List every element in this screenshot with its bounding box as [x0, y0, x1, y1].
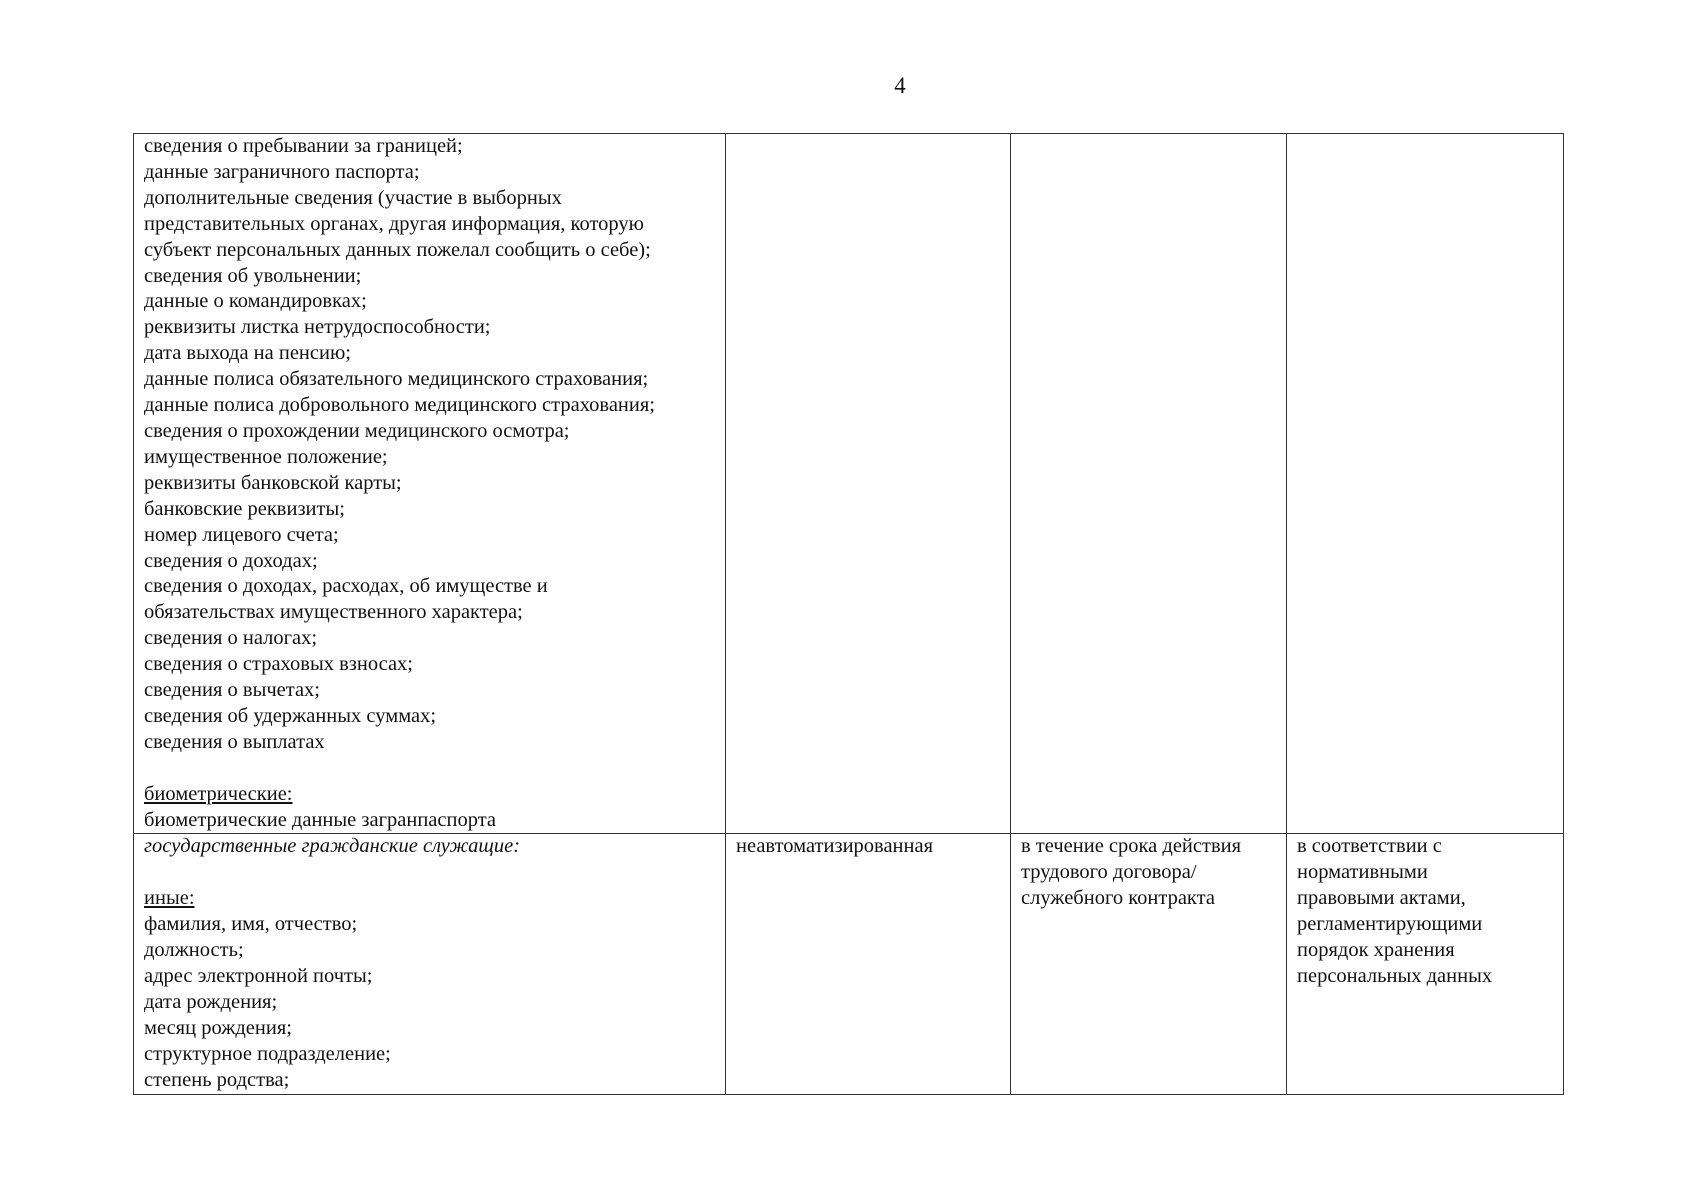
table-row	[134, 834, 1564, 1094]
list-item: реквизиты листка нетрудоспособности;	[144, 316, 491, 339]
processing-method-cell	[726, 134, 1011, 834]
storage-order-line: порядок хранения	[1297, 939, 1455, 962]
list-item: обязательствах имущественного характера;	[144, 601, 523, 624]
list-item: дата рождения;	[144, 990, 278, 1013]
personal-data-list-cell	[134, 834, 726, 1094]
list-item: месяц рождения;	[144, 1016, 292, 1039]
storage-order-line: правовыми актами,	[1297, 887, 1466, 910]
storage-order-cell	[1287, 834, 1564, 1094]
list-item: сведения о пребывании за границей;	[144, 135, 463, 157]
list-item: степень родства;	[144, 1068, 290, 1091]
list-item: сведения о страховых взносах;	[144, 653, 413, 676]
storage-order-line: регламентирующими	[1297, 913, 1483, 936]
list-item: представительных органах, другая информация, которую	[144, 212, 644, 235]
storage-period-cell	[1011, 134, 1287, 834]
storage-order-line: персональных данных	[1297, 964, 1493, 987]
list-item: сведения о налогах;	[144, 627, 318, 650]
list-item: сведения о доходах;	[144, 549, 318, 572]
biometric-heading: биометрические:	[144, 782, 293, 805]
personal-data-table	[133, 133, 1564, 1095]
list-item: сведения о прохождении медицинского осмотра;	[144, 419, 570, 442]
list-item: адрес электронной почты;	[144, 964, 373, 987]
list-item: должность;	[144, 939, 244, 962]
list-item: данные о командировках;	[144, 290, 367, 313]
blank-line	[144, 756, 715, 782]
storage-period-line: трудового договора/	[1021, 861, 1197, 884]
list-item: имущественное положение;	[144, 445, 388, 468]
storage-order-line: нормативными	[1297, 861, 1428, 884]
personal-data-list	[144, 134, 715, 756]
list-item: данные полиса добровольного медицинского страхования;	[144, 394, 655, 417]
list-item: сведения об увольнении;	[144, 264, 362, 287]
subject-category: государственные гражданские служащие:	[144, 835, 521, 858]
list-item: дата выхода на пенсию;	[144, 342, 351, 365]
list-item: фамилия, имя, отчество;	[144, 913, 358, 936]
list-item: данные полиса обязательного медицинского страхования;	[144, 368, 649, 391]
table-row	[134, 134, 1564, 834]
other-data-heading: иные:	[144, 887, 195, 910]
storage-period-line: служебного контракта	[1021, 887, 1215, 910]
storage-order-line: в соответствии с	[1297, 835, 1442, 858]
list-item: сведения о вычетах;	[144, 679, 321, 702]
storage-period-cell	[1011, 834, 1287, 1094]
storage-order-text	[1297, 834, 1553, 989]
page-number: 4	[894, 73, 906, 98]
list-item: сведения о выплатах	[144, 730, 325, 753]
processing-method-text: неавтоматизированная	[736, 835, 934, 858]
list-item: субъект персональных данных пожелал сообщить о себе);	[144, 238, 651, 261]
list-item: сведения о доходах, расходах, об имуществе и	[144, 575, 548, 598]
storage-period-line: в течение срока действия	[1021, 835, 1242, 858]
list-item: банковские реквизиты;	[144, 497, 345, 520]
list-item: дополнительные сведения (участие в выборных	[144, 186, 562, 209]
personal-data-list-cell	[134, 134, 726, 834]
personal-data-list	[144, 912, 715, 1093]
biometric-data-line: биометрические данные загранпаспорта	[144, 808, 497, 831]
list-item: номер лицевого счета;	[144, 523, 339, 546]
list-item: данные заграничного паспорта;	[144, 160, 420, 183]
list-item: структурное подразделение;	[144, 1042, 391, 1065]
blank-line	[144, 860, 715, 886]
list-item: сведения об удержанных суммах;	[144, 704, 437, 727]
list-item: реквизиты банковской карты;	[144, 471, 402, 494]
storage-period-text	[1021, 834, 1276, 912]
storage-order-cell	[1287, 134, 1564, 834]
processing-method-cell	[726, 834, 1011, 1094]
